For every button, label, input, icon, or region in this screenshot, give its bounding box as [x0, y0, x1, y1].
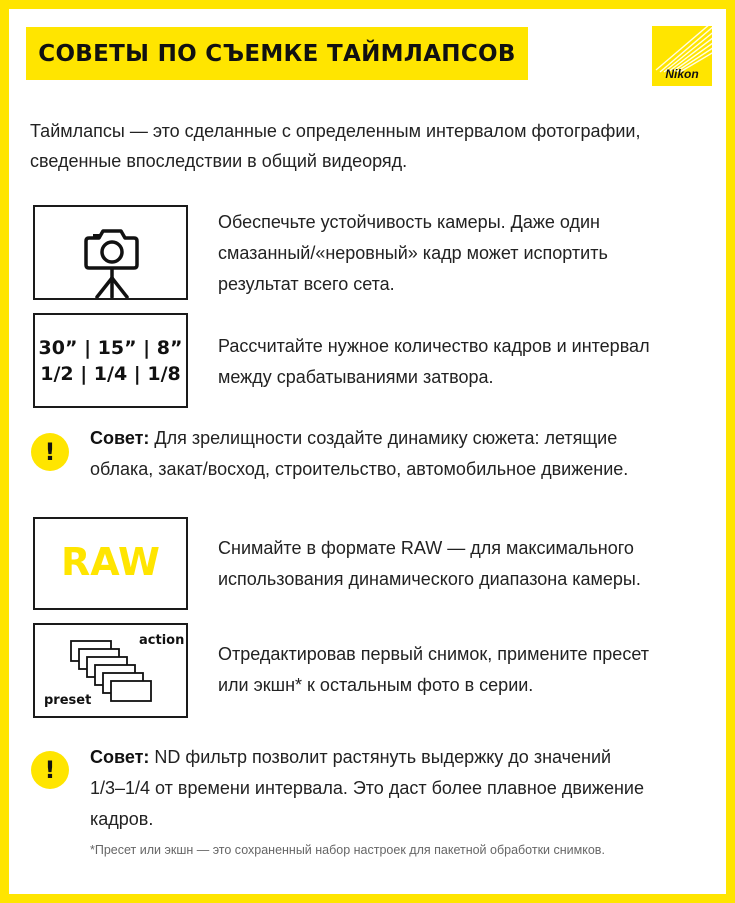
camera-tripod-box — [33, 205, 188, 300]
item-text — [218, 533, 708, 595]
tip-label: Совет: — [90, 428, 150, 448]
shutter-speeds-icon — [35, 335, 186, 387]
exclamation-glyph: ! — [44, 756, 56, 784]
item-line: результат всего сета. — [218, 274, 395, 294]
tip-paragraph — [90, 423, 710, 485]
nikon-logo — [652, 26, 712, 86]
shutter-speeds-row: 1/2 | 1/4 | 1/8 — [40, 363, 181, 385]
tip-paragraph — [90, 742, 710, 835]
raw-format-icon: RAW — [61, 540, 160, 584]
footnote: *Пресет или экшн — это сохраненный набор настроек для пакетной обработки снимков. — [90, 843, 605, 857]
tip-line: 1/3–1/4 от времени интервала. Это даст более плавное движение — [90, 778, 644, 798]
item-text — [218, 331, 708, 393]
item-line: Обеспечьте устойчивость камеры. Даже один — [218, 212, 600, 232]
item-text — [218, 639, 708, 701]
raw-format-box — [33, 517, 188, 610]
item-text — [218, 207, 708, 300]
intro-line: сведенные впоследствии в общий видеоряд. — [30, 151, 408, 171]
item-line: использования динамического диапазона камеры. — [218, 569, 641, 589]
tip-line — [90, 742, 710, 773]
tip-line: кадров. — [90, 809, 154, 829]
item-line: Снимайте в формате RAW — для максимального — [218, 538, 634, 558]
item-line: Рассчитайте нужное количество кадров и интервал — [218, 336, 650, 356]
tip-line-text: Для зрелищности создайте динамику сюжета: летящие — [149, 428, 618, 448]
camera-tripod-icon — [35, 207, 186, 298]
item-line: смазанный/«неровный» кадр может испортить — [218, 243, 608, 263]
exclamation-icon — [31, 433, 69, 471]
intro-paragraph — [30, 116, 710, 176]
intro-line: Таймлапсы — это сделанные с определенным интервалом фотографии, — [30, 121, 641, 141]
shutter-speeds-row: 30” | 15” | 8” — [38, 337, 183, 359]
page-title — [26, 27, 528, 80]
item-line: Отредактировав первый снимок, примените пресет — [218, 644, 649, 664]
preset-action-box — [33, 623, 188, 718]
tip-line — [90, 423, 710, 454]
logo-text: Nikon — [665, 67, 699, 81]
tip-line-text: ND фильтр позволит растянуть выдержку до значений — [149, 747, 612, 767]
exclamation-icon — [31, 751, 69, 789]
shutter-speeds-box — [33, 313, 188, 408]
tip-line: облака, закат/восход, строительство, автомобильное движение. — [90, 459, 629, 479]
preset-label: preset — [44, 693, 92, 708]
item-line: между срабатываниями затвора. — [218, 367, 494, 387]
item-line: или экшн* к остальным фото в серии. — [218, 675, 534, 695]
action-label: action — [139, 633, 185, 648]
exclamation-glyph: ! — [44, 438, 56, 466]
tip-label: Совет: — [90, 747, 150, 767]
page-title-text: СОВЕТЫ ПО СЪЕМКЕ ТАЙМЛАПСОВ — [38, 40, 516, 67]
